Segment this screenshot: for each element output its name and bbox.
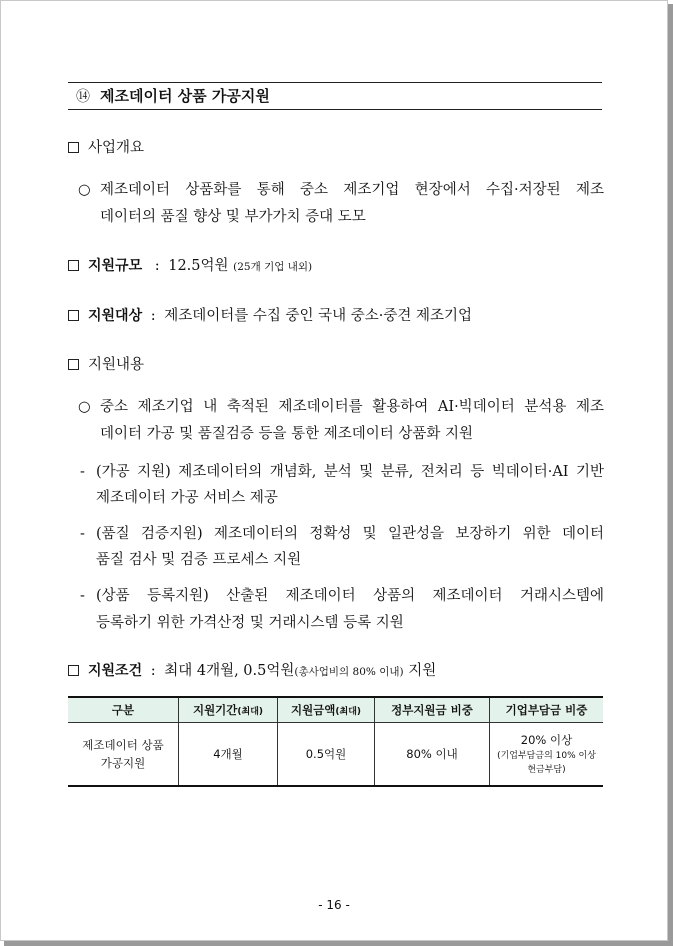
checkbox-square-icon bbox=[68, 142, 79, 153]
content-item-2-text: (품질 검증지원) 제조데이터의 정확성 및 일관성을 보장하기 위한 데이터 bbox=[96, 526, 604, 542]
checkbox-square-icon bbox=[68, 260, 79, 271]
table-row bbox=[68, 723, 603, 787]
content-item-1-text: (가공 지원) 제조데이터의 개념화, 분석 및 분류, 전처리 등 빅데이터·AI 기반 bbox=[96, 464, 604, 480]
table-header-row bbox=[68, 697, 603, 723]
dash-icon: - bbox=[80, 464, 85, 480]
table-header-amount: 지원금액(최대) bbox=[278, 697, 375, 723]
overview-line2: 데이터의 품질 향상 및 부가가치 증대 도모 bbox=[100, 209, 366, 225]
scale-note: (25개 기업 내외) bbox=[233, 261, 313, 273]
table-cell-gov-share: 80% 이내 bbox=[375, 723, 490, 787]
content-text-line1 bbox=[78, 397, 604, 417]
content-heading: 지원내용 bbox=[88, 357, 145, 373]
page-number: - 16 - bbox=[318, 898, 350, 912]
dash-icon: - bbox=[80, 526, 85, 542]
conditions-separator: : bbox=[150, 663, 156, 679]
conditions-value: 최대 4개월, 0.5억원 bbox=[164, 663, 295, 679]
table-header-company-share: 기업부담금 비중 bbox=[490, 697, 604, 723]
content-item-2-line2: 품질 검사 및 검증 프로세스 지원 bbox=[96, 552, 302, 568]
scale-line bbox=[68, 256, 312, 277]
table-header-category: 구분 bbox=[68, 697, 179, 723]
overview-text-line1 bbox=[78, 180, 604, 200]
overview-heading-line bbox=[68, 138, 144, 158]
conditions-label: 지원조건 bbox=[88, 663, 143, 679]
section-number: ⑭ bbox=[76, 89, 90, 105]
scale-label: 지원규모 bbox=[88, 258, 143, 274]
table-cell-amount: 0.5억원 bbox=[278, 723, 375, 787]
content-item-3-line1 bbox=[80, 586, 604, 606]
conditions-suffix: 지원 bbox=[408, 663, 437, 679]
target-label: 지원대상 bbox=[88, 308, 143, 324]
checkbox-square-icon bbox=[68, 310, 79, 321]
table-cell-period: 4개월 bbox=[179, 723, 278, 787]
target-separator: : bbox=[150, 308, 156, 324]
table-header-gov-share: 정부지원금 비중 bbox=[375, 697, 490, 723]
content-line2: 데이터 가공 및 품질검증 등을 통한 제조데이터 상품화 지원 bbox=[100, 426, 474, 442]
content-line1: 중소 제조기업 내 축적된 제조데이터를 활용하여 AI·빅데이터 분석용 제조 bbox=[100, 399, 604, 415]
section-title: 제조데이터 상품 가공지원 bbox=[100, 87, 270, 105]
page-shadow-right bbox=[668, 4, 673, 946]
scale-separator: : bbox=[154, 258, 160, 274]
content-heading-line bbox=[68, 355, 144, 375]
bullet-circle-icon: ○ bbox=[78, 182, 91, 198]
conditions-line bbox=[68, 661, 436, 682]
support-conditions-table bbox=[68, 696, 603, 787]
target-value: 제조데이터를 수집 중인 국내 중소·중견 제조기업 bbox=[164, 308, 473, 324]
content-item-1-line1 bbox=[80, 462, 604, 482]
bullet-circle-icon: ○ bbox=[78, 399, 91, 415]
content-item-2-line1 bbox=[80, 524, 604, 544]
content-item-3-text: (상품 등록지원) 산출된 제조데이터 상품의 제조데이터 거래시스템에 bbox=[96, 588, 604, 604]
content-item-3-line2: 등록하기 위한 가격산정 및 거래시스템 등록 지원 bbox=[96, 615, 404, 631]
scale-value: 12.5억원 bbox=[168, 258, 229, 274]
checkbox-square-icon bbox=[68, 665, 79, 676]
conditions-note: (총사업비의 80% 이내) bbox=[294, 666, 404, 678]
table-cell-category: 제조데이터 상품 가공지원 bbox=[68, 723, 179, 787]
checkbox-square-icon bbox=[68, 359, 79, 370]
table-cell-company-share: 20% 이상 (기업부담금의 10% 이상 현금부담) bbox=[490, 723, 604, 787]
content-item-1-line2: 제조데이터 가공 서비스 제공 bbox=[96, 490, 278, 506]
section-title-bar bbox=[68, 82, 602, 110]
table-header-period: 지원기간(최대) bbox=[179, 697, 278, 723]
overview-heading: 사업개요 bbox=[88, 140, 145, 156]
dash-icon: - bbox=[80, 588, 85, 604]
overview-line1: 제조데이터 상품화를 통해 중소 제조기업 현장에서 수집·저장된 제조 bbox=[100, 182, 604, 198]
page-shadow-bottom bbox=[4, 941, 673, 946]
target-line bbox=[68, 306, 472, 326]
